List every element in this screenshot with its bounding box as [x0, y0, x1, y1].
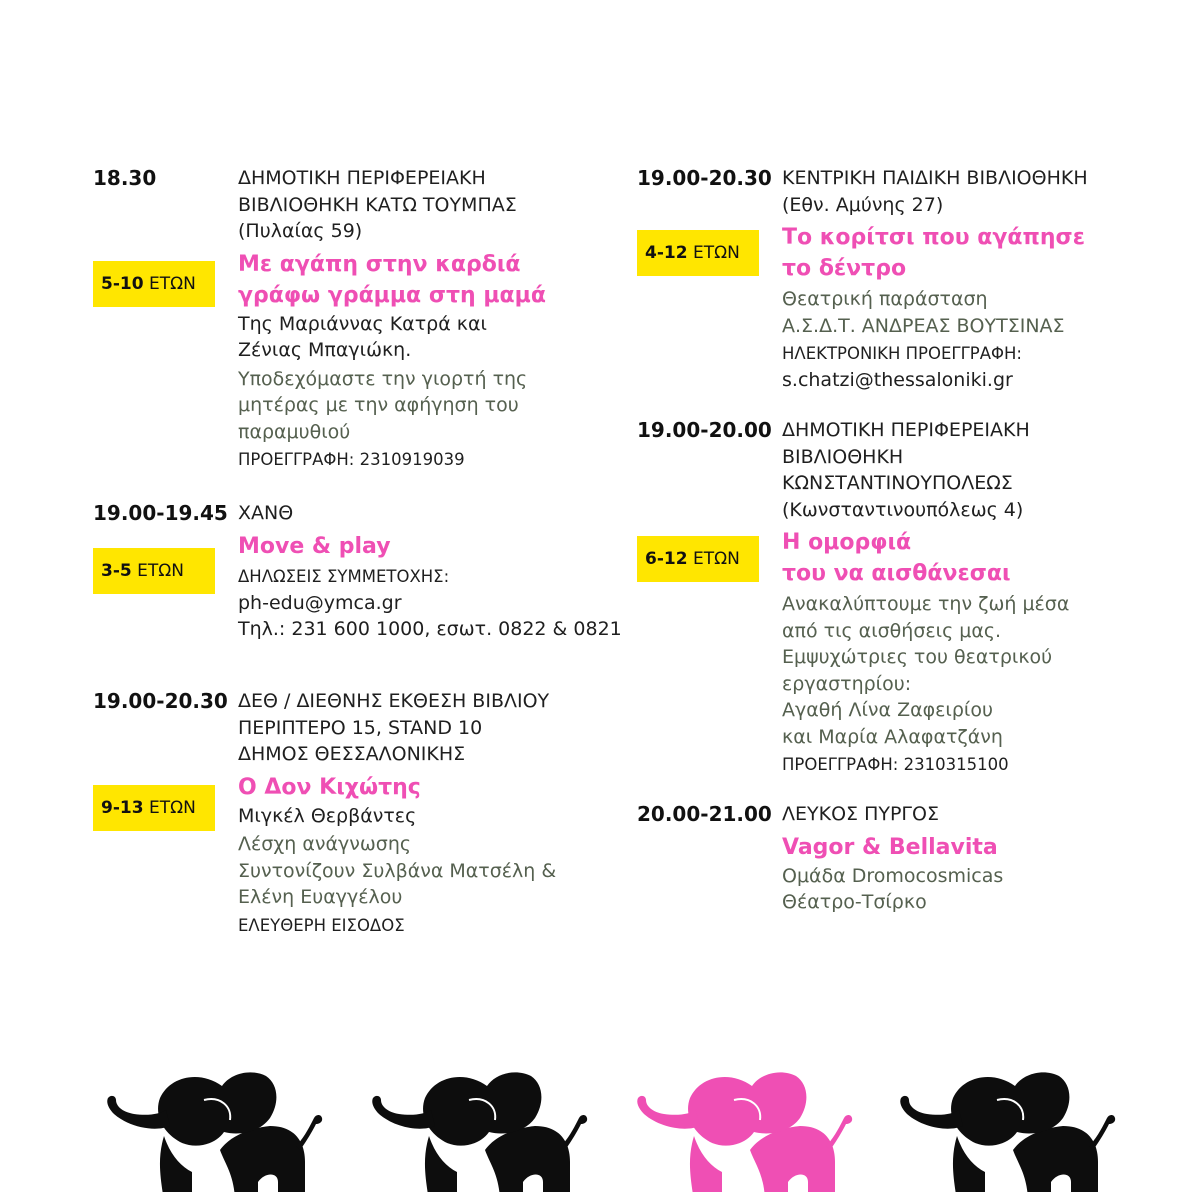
event-title: Η ομορφιά του να αισθάνεσαι — [782, 530, 1011, 586]
event-time: 19.00-20.30 — [637, 166, 772, 190]
event-time: 18.30 — [93, 166, 157, 190]
event-venue: ΧΑΝΘ — [238, 502, 294, 524]
event-venue: ΔΗΜΟΤΙΚΗ ΠΕΡΙΦΕΡΕΙΑΚΗ ΒΙΒΛΙΟΘΗΚΗ ΚΑΤΩ ΤΟΥΜΠΑΣ (Πυλαίας 59) — [238, 167, 517, 242]
age-badge: 3-5 ΕΤΩΝ — [93, 548, 215, 594]
event-body — [238, 165, 546, 473]
event-time: 19.00-20.30 — [93, 689, 228, 713]
elephant-black-icon — [372, 1072, 587, 1192]
event-registration: ΠΡΟΕΓΓΡΑΦΗ: 2310919039 — [238, 450, 465, 469]
event-time: 19.00-19.45 — [93, 501, 228, 525]
event-body — [782, 417, 1069, 778]
event-description: Λέσχη ανάγνωσης Συντονίζουν Συλβάνα Ματσέλη & Ελένη Ευαγγέλου — [238, 833, 557, 908]
event-body — [238, 500, 622, 643]
email-link[interactable]: ph-edu@ymca.gr — [238, 591, 402, 614]
event-body — [782, 165, 1088, 394]
event-body — [238, 688, 556, 939]
event-time: 19.00-20.00 — [637, 418, 772, 442]
event-registration: ΗΛΕΚΤΡΟΝΙΚΗ ΠΡΟΕΓΓΡΑΦΗ: — [782, 344, 1022, 363]
event-time: 20.00-21.00 — [637, 802, 772, 826]
event-venue: ΚΕΝΤΡΙΚΗ ΠΑΙΔΙΚΗ ΒΙΒΛΙΟΘΗΚΗ (Εθν. Αμύνης 27) — [782, 167, 1088, 216]
event-description: Υποδεχόμαστε την γιορτή της μητέρας με την αφήγηση του παραμυθιού — [238, 367, 528, 443]
event-title: Το κορίτσι που αγάπησε το δέντρο — [782, 225, 1085, 281]
event-venue: ΔΕΘ / ΔΙΕΘΝΗΣ ΕΚΘΕΣΗ ΒΙΒΛΙΟΥ ΠΕΡΙΠΤΕΡΟ 15, STAND 10 ΔΗΜΟΣ ΘΕΣΣΑΛΟΝΙΚΗΣ — [238, 690, 550, 765]
elephant-black-icon — [900, 1072, 1115, 1192]
age-badge: 9-13 ΕΤΩΝ — [93, 785, 215, 831]
event-contact — [238, 590, 622, 643]
event-registration: ΠΡΟΕΓΓΡΑΦΗ: 2310315100 — [782, 755, 1009, 774]
event-venue: ΛΕΥΚΟΣ ΠΥΡΓΟΣ — [782, 803, 939, 825]
event-details: Μιγκέλ Θερβάντες — [238, 804, 417, 827]
event-description: Ομάδα Dromocosmicas Θέατρο-Τσίρκο — [782, 864, 1004, 913]
event-body — [782, 801, 1003, 916]
event-registration: ΕΛΕΥΘΕΡΗ ΕΙΣΟΔΟΣ — [238, 915, 405, 935]
phone-number: Τηλ.: 231 600 1000, εσωτ. 0822 & 0821 — [238, 618, 622, 640]
event-title: Move & play — [238, 533, 391, 559]
event-contact — [782, 367, 1088, 394]
event-description: Ανακαλύπτουμε την ζωή μέσα από τις αισθήσεις μας. Εμψυχώτριες του θεατρικού εργαστηρίου: Αγαθή Λίνα Ζαφειρίου και Μαρία Αλαφατζάνη — [782, 593, 1070, 748]
age-badge: 5-10 ΕΤΩΝ — [93, 261, 215, 307]
elephant-black-icon — [107, 1072, 322, 1192]
age-badge: 4-12 ΕΤΩΝ — [637, 230, 759, 276]
event-description: Θεατρική παράσταση Α.Σ.Δ.Τ. ΑΝΔΡΕΑΣ ΒΟΥΤΣΙΝΑΣ — [782, 288, 1065, 337]
event-title: Ο Δον Κιχώτης — [238, 774, 421, 800]
event-venue: ΔΗΜΟΤΙΚΗ ΠΕΡΙΦΕΡΕΙΑΚΗ ΒΙΒΛΙΟΘΗΚΗ ΚΩΝΣΤΑΝΤΙΝΟΥΠΟΛΕΩΣ (Κωνσταντινουπόλεως 4) — [782, 419, 1030, 521]
email-link[interactable]: s.chatzi@thessaloniki.gr — [782, 369, 1013, 391]
elephant-row — [0, 1055, 1200, 1192]
event-title: Με αγάπη στην καρδιά γράφω γράμμα στη μαμά — [238, 251, 546, 308]
event-registration: ΔΗΛΩΣΕΙΣ ΣΥΜΜΕΤΟΧΗΣ: — [238, 566, 450, 586]
event-details: Της Μαριάννας Κατρά και Ζένιας Μπαγιώκη. — [238, 312, 487, 361]
elephant-pink-icon — [637, 1072, 852, 1192]
event-title: Vagor & Bellavita — [782, 834, 998, 860]
age-badge: 6-12 ΕΤΩΝ — [637, 536, 759, 582]
